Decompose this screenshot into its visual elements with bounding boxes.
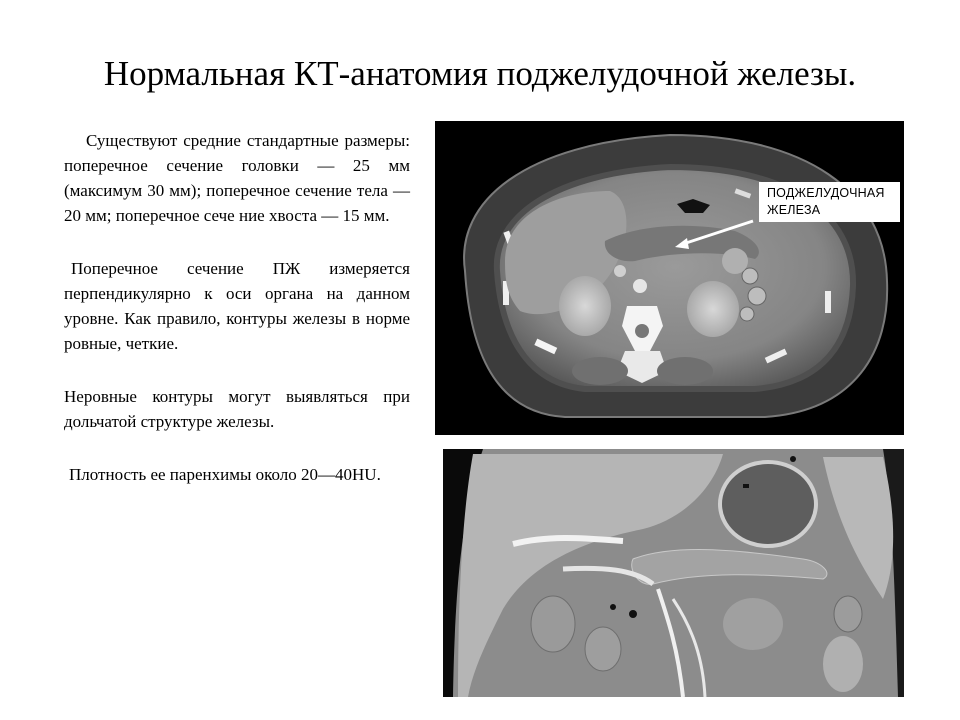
pancreas-label [759, 182, 900, 222]
paragraph-sizes: Существуют средние стандартные размеры: поперечное сечение головки — 25 мм (максимум 30 мм); поперечное сечение тела — 20 мм; поперечное сече ние хвоста — 15 мм. [64, 131, 410, 225]
ct-axial-drawing [435, 121, 904, 435]
ct-coronal-image [443, 449, 904, 697]
text-column [64, 128, 410, 487]
ct-axial-image [435, 121, 904, 435]
ct-coronal-drawing [443, 449, 904, 697]
paragraph-contours: Неровные контуры могут выявляться при дольчатой структуре железы. [64, 387, 410, 431]
paragraph-measurement: Поперечное сечение ПЖ измеряется перпендикулярно к оси органа на данном уровне. Как правило, контуры железы в норме ровные, четкие. [64, 259, 410, 353]
paragraph-density: Плотность ее паренхимы около 20—40HU. [69, 465, 381, 484]
label-line-2: ЖЕЛЕЗА [767, 203, 821, 217]
slide-title: Нормальная КТ-анатомия поджелудочной железы. [103, 54, 857, 93]
label-line-1: ПОДЖЕЛУДОЧНАЯ [767, 186, 885, 200]
